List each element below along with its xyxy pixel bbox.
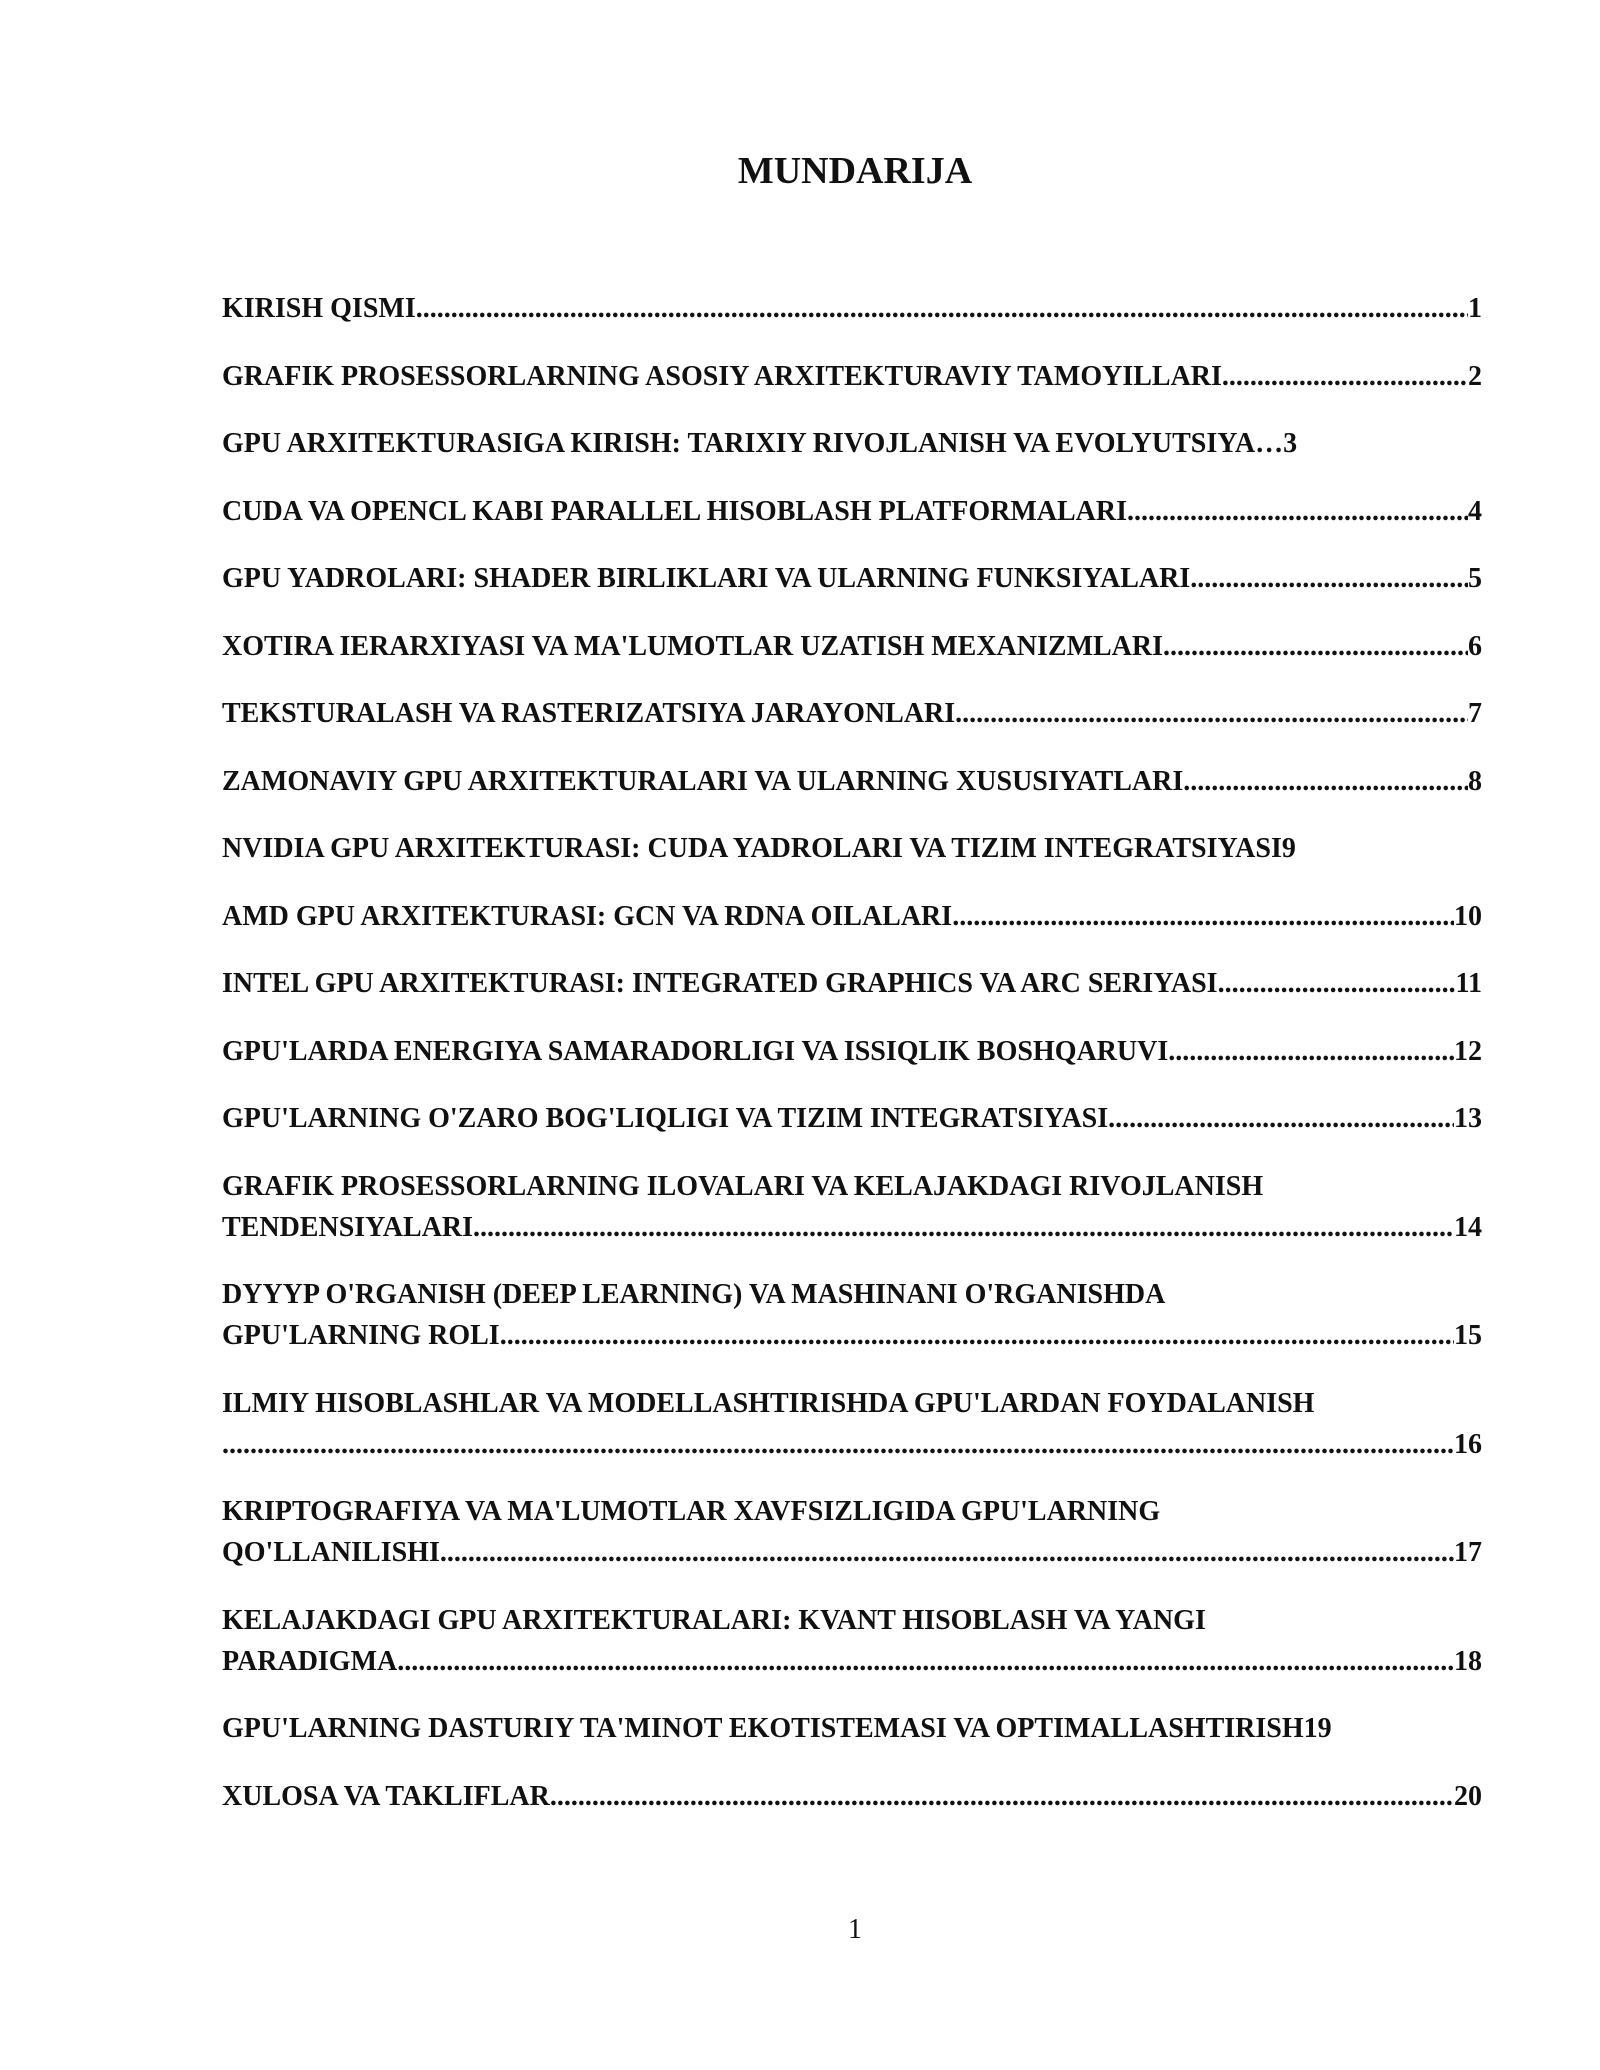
toc-entry-title-continued: PARADIGMA <box>222 1645 398 1677</box>
toc-entry[interactable] <box>222 423 1482 464</box>
toc-entry-title: CUDA VA OPENCL KABI PARALLEL HISOBLASH PLATFORMALARI <box>222 495 1127 527</box>
page-number: 1 <box>848 1914 862 1945</box>
toc-entry-page: 6 <box>1468 630 1482 662</box>
toc-entry-page: 3 <box>1283 428 1298 459</box>
toc-leader-dots <box>550 1776 1454 1817</box>
toc-leader-dots <box>1218 963 1456 1004</box>
toc-entry-page: 2 <box>1468 360 1482 392</box>
toc-leader-dots <box>473 1207 1454 1248</box>
toc-entry-page: 11 <box>1455 968 1482 999</box>
toc-leader-dots <box>1168 1031 1454 1072</box>
toc-entry-page: 20 <box>1454 1780 1482 1812</box>
toc-leader-dots <box>416 288 1468 329</box>
toc-entry[interactable] <box>222 693 1482 734</box>
toc-entry-page: 19 <box>1303 1713 1332 1744</box>
toc-entry-page: 18 <box>1454 1645 1482 1677</box>
toc-leader-dots <box>1108 1098 1454 1139</box>
toc-leader-dots <box>1190 558 1468 599</box>
toc-leader-dots <box>952 896 1454 937</box>
toc-entry[interactable] <box>222 356 1482 397</box>
toc-entry-title: ILMIY HISOBLASHLAR VA MODELLASHTIRISHDA GPU'LARDAN FOYDALANISH <box>222 1387 1315 1419</box>
toc-leader-dots <box>440 1532 1454 1573</box>
toc-entry-title: XOTIRA IERARXIYASI VA MA'LUMOTLAR UZATISH MEXANIZMLARI <box>222 630 1164 662</box>
toc-entry-title-continued: QO'LLANILISHI <box>222 1537 440 1568</box>
toc-leader-dots <box>1127 491 1468 532</box>
toc-entry[interactable] <box>222 896 1482 937</box>
toc-entry-title: GPU ARXITEKTURASIGA KIRISH: TARIXIY RIVOJLANISH VA EVOLYUTSIYA… <box>222 428 1284 459</box>
toc-entry-page: 13 <box>1454 1103 1482 1134</box>
toc-entry-page: 15 <box>1454 1320 1482 1351</box>
toc-entry-page: 9 <box>1281 833 1296 864</box>
toc-leader-dots <box>955 693 1468 734</box>
toc-leader-dots <box>1183 761 1468 802</box>
toc-entry[interactable] <box>222 1383 1482 1465</box>
toc-entry[interactable] <box>222 1274 1482 1356</box>
toc-entry-page: 8 <box>1468 765 1482 797</box>
toc-entry-title: GPU YADROLARI: SHADER BIRLIKLARI VA ULARNING FUNKSIYALARI <box>222 563 1191 594</box>
toc-entry[interactable] <box>222 1031 1482 1072</box>
toc-leader-dots <box>1222 356 1468 397</box>
toc-entry-title: AMD GPU ARXITEKTURASI: GCN VA RDNA OILALARI <box>222 900 953 932</box>
toc-entry-title: NVIDIA GPU ARXITEKTURASI: CUDA YADROLARI VA TIZIM INTEGRATSIYASI <box>222 833 1282 864</box>
toc-entry-title: TEKSTURALASH VA RASTERIZATSIYA JARAYONLARI <box>222 698 956 729</box>
toc-entry[interactable] <box>222 1491 1482 1573</box>
toc-entry[interactable] <box>222 288 1482 329</box>
toc-entry[interactable] <box>222 761 1482 802</box>
toc-entry-title: ZAMONAVIY GPU ARXITEKTURALARI VA ULARNING XUSUSIYATLARI <box>222 765 1184 797</box>
toc-entry[interactable] <box>222 963 1482 1004</box>
toc-entry-title: KELAJAKDAGI GPU ARXITEKTURALARI: KVANT HISOBLASH VA YANGI <box>222 1604 1206 1636</box>
toc-entry-title: DYYYP O'RGANISH (DEEP LEARNING) VA MASHINANI O'RGANISHDA <box>222 1279 1166 1310</box>
toc-leader-dots <box>397 1641 1454 1682</box>
toc-entry-page: 5 <box>1468 563 1482 594</box>
toc-entry-page: 16 <box>1454 1428 1482 1460</box>
toc-entry-title: GRAFIK PROSESSORLARNING ASOSIY ARXITEKTURAVIY TAMOYILLARI <box>222 360 1222 392</box>
toc-entry[interactable] <box>222 491 1482 532</box>
toc-entry[interactable] <box>222 828 1482 869</box>
toc-entry-title: GPU'LARDA ENERGIYA SAMARADORLIGI VA ISSIQLIK BOSHQARUVI <box>222 1035 1169 1067</box>
toc-leader-dots <box>222 1424 1454 1465</box>
toc-entry[interactable] <box>222 1600 1482 1682</box>
toc-entry-page: 1 <box>1468 293 1482 324</box>
toc-entry-title-continued: TENDENSIYALARI <box>222 1211 474 1243</box>
toc-entry[interactable] <box>222 1166 1482 1248</box>
toc-entry-page: 10 <box>1454 900 1482 932</box>
toc-entry-title: GPU'LARNING O'ZARO BOG'LIQLIGI VA TIZIM INTEGRATSIYASI <box>222 1103 1109 1134</box>
toc-entry-title: XULOSA VA TAKLIFLAR <box>222 1780 550 1812</box>
table-of-contents <box>222 288 1482 1843</box>
toc-leader-dots <box>1163 626 1468 667</box>
toc-entry-page: 14 <box>1454 1211 1482 1243</box>
toc-entry[interactable] <box>222 558 1482 599</box>
toc-entry-title: KRIPTOGRAFIYA VA MA'LUMOTLAR XAVFSIZLIGIDA GPU'LARNING <box>222 1496 1161 1527</box>
toc-entry-title: INTEL GPU ARXITEKTURASI: INTEGRATED GRAPHICS VA ARC SERIYASI <box>222 968 1218 999</box>
toc-entry-title: GPU'LARNING DASTURIY TA'MINOT EKOTISTEMASI VA OPTIMALLASHTIRISH <box>222 1713 1304 1744</box>
toc-entry-title: KIRISH QISMI <box>222 293 416 324</box>
toc-entry[interactable] <box>222 1098 1482 1139</box>
toc-entry-page: 4 <box>1468 495 1482 527</box>
toc-entry-page: 7 <box>1468 698 1482 729</box>
page-title: MUNDARIJA <box>737 150 973 192</box>
toc-entry-page: 17 <box>1454 1537 1482 1568</box>
toc-entry-title-continued: GPU'LARNING ROLI <box>222 1320 500 1351</box>
toc-entry[interactable] <box>222 1776 1482 1817</box>
toc-entry[interactable] <box>222 1708 1482 1749</box>
toc-entry-page: 12 <box>1454 1035 1482 1067</box>
toc-entry[interactable] <box>222 626 1482 667</box>
toc-entry-title: GRAFIK PROSESSORLARNING ILOVALARI VA KELAJAKDAGI RIVOJLANISH <box>222 1170 1264 1202</box>
toc-leader-dots <box>500 1315 1454 1356</box>
